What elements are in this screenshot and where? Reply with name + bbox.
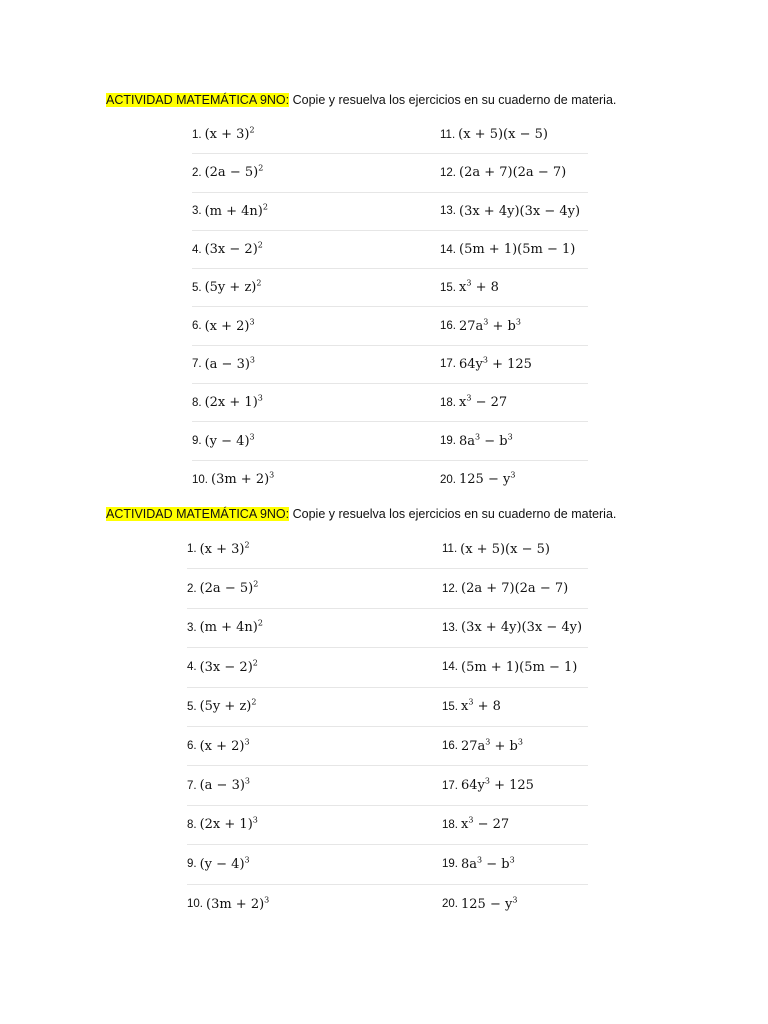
exercise-number: 4. — [192, 243, 202, 256]
expression-base: (2a − 5) — [204, 165, 259, 181]
exercise-grid — [192, 116, 588, 499]
exercise-number: 8. — [187, 818, 197, 831]
exercise-number: 9. — [192, 435, 202, 448]
expression-exponent: 2 — [251, 697, 257, 707]
exercise-item — [192, 231, 440, 269]
exercise-expression — [461, 897, 517, 912]
expression-base: (m + 4n) — [204, 203, 263, 219]
exercise-number: 6. — [187, 740, 197, 753]
exercise-number: 5. — [187, 700, 197, 713]
expression-base: x — [459, 280, 467, 296]
exercise-item — [442, 885, 588, 924]
expression-base: 8a — [461, 856, 478, 872]
exercise-expression — [200, 778, 250, 793]
exercise-expression — [200, 817, 258, 832]
exercise-item — [187, 806, 442, 845]
exercise-item — [442, 806, 588, 845]
expression-base: (5m + 1)(5m − 1) — [459, 242, 576, 258]
expression-base: 27a — [461, 738, 486, 754]
expression-exponent: 3 — [269, 470, 275, 480]
exercise-expression — [461, 817, 509, 832]
expression-exponent: 2 — [252, 658, 258, 668]
expression-base: x — [461, 699, 469, 715]
exercise-item — [440, 346, 588, 384]
exercise-expression — [205, 357, 255, 372]
expression-exponent: 3 — [252, 816, 258, 826]
exercise-number: 10. — [187, 898, 203, 911]
expression-base: (2a − 5) — [199, 581, 254, 597]
expression-exponent: 2 — [262, 202, 268, 212]
exercise-item — [187, 530, 442, 569]
exercise-expression — [200, 581, 259, 596]
expression-tail: + 8 — [473, 699, 501, 715]
exercise-number: 8. — [192, 396, 202, 409]
expression-exponent: 3 — [512, 895, 518, 905]
expression-base: (2a + 7)(2a − 7) — [459, 165, 567, 181]
exercise-number: 20. — [442, 898, 458, 911]
exercise-number: 13. — [442, 621, 458, 634]
exercise-number: 2. — [192, 166, 202, 179]
exercise-number: 18. — [442, 818, 458, 831]
exercise-number: 14. — [440, 243, 456, 256]
exercise-expression — [459, 395, 507, 410]
exercise-number: 6. — [192, 320, 202, 333]
expression-tail: + 8 — [471, 280, 499, 296]
expression-tail: − 27 — [471, 395, 508, 411]
expression-exponent: 3 — [249, 355, 256, 365]
expression-exponent: 2 — [244, 540, 250, 550]
expression-tail: + 125 — [487, 356, 532, 372]
exercise-item — [442, 609, 588, 648]
exercise-number: 16. — [440, 320, 456, 333]
expression-base: (x + 2) — [204, 318, 250, 334]
exercise-item — [192, 193, 440, 231]
expression-exponent: 3 — [509, 855, 515, 865]
expression-base: 8a — [459, 433, 476, 449]
exercise-item — [440, 231, 588, 269]
expression-base: (2x + 1) — [204, 395, 258, 411]
exercise-expression — [461, 739, 523, 754]
exercise-number: 9. — [187, 858, 197, 871]
expression-base: 64y — [461, 778, 485, 794]
exercise-number: 17. — [442, 779, 458, 792]
exercise-item — [187, 727, 442, 766]
expression-base: 64y — [459, 356, 483, 372]
expression-tail: − 27 — [473, 817, 510, 833]
exercise-number: 10. — [192, 473, 208, 486]
expression-exponent: 3 — [515, 317, 521, 327]
expression-exponent: 3 — [477, 855, 483, 865]
expression-exponent: 3 — [244, 855, 250, 865]
exercise-number: 15. — [440, 281, 456, 294]
exercise-expression — [461, 699, 501, 714]
expression-base: (x + 3) — [199, 541, 245, 557]
exercise-expression — [461, 620, 582, 635]
expression-tail: + 125 — [489, 778, 534, 794]
exercise-item — [192, 346, 440, 384]
exercise-number: 11. — [440, 128, 456, 141]
exercise-item — [440, 193, 588, 231]
exercise-item — [440, 116, 588, 154]
exercise-item — [192, 461, 440, 499]
activity-title-highlight: ACTIVIDAD MATEMÁTICA 9NO: — [106, 93, 290, 107]
exercise-item — [442, 845, 588, 884]
expression-base: x — [459, 395, 467, 411]
expression-tail: + b — [490, 738, 518, 754]
expression-exponent: 3 — [510, 470, 516, 480]
exercise-item — [187, 885, 442, 924]
expression-exponent: 3 — [244, 776, 251, 786]
exercise-number: 3. — [192, 205, 202, 218]
expression-exponent: 3 — [517, 737, 523, 747]
exercise-expression — [205, 434, 255, 449]
expression-base: (x + 2) — [199, 738, 245, 754]
exercise-item — [187, 648, 442, 687]
expression-exponent: 3 — [468, 697, 474, 707]
exercise-item — [192, 422, 440, 460]
exercise-expression — [205, 127, 255, 142]
exercise-item — [442, 727, 588, 766]
exercise-number: 1. — [187, 543, 197, 556]
expression-base: (3x + 4y)(3x − 4y) — [459, 203, 581, 219]
exercise-expression — [459, 165, 566, 180]
exercise-expression — [205, 204, 268, 219]
expression-base: (5y + z) — [199, 699, 252, 715]
expression-exponent: 3 — [483, 317, 489, 327]
exercise-number: 12. — [442, 582, 458, 595]
exercise-number: 19. — [440, 435, 456, 448]
expression-exponent: 2 — [256, 279, 262, 288]
expression-base: (3x + 4y)(3x − 4y) — [461, 620, 583, 636]
exercise-number: 12. — [440, 166, 456, 179]
exercise-number: 15. — [442, 700, 458, 713]
exercise-item — [187, 569, 442, 608]
exercise-item — [187, 688, 442, 727]
expression-exponent: 3 — [466, 279, 472, 288]
exercise-number: 4. — [187, 661, 197, 674]
exercise-expression — [211, 472, 274, 487]
exercise-expression — [205, 319, 255, 334]
exercise-number: 7. — [192, 358, 202, 371]
activity-instruction: Copie y resuelva los ejercicios en su cuaderno de materia. — [292, 507, 617, 521]
expression-exponent: 3 — [249, 317, 255, 327]
expression-base: (5y + z) — [204, 280, 257, 296]
activity-heading — [106, 92, 616, 108]
exercise-expression — [200, 660, 258, 675]
expression-exponent: 3 — [484, 776, 490, 786]
expression-base: (y − 4) — [199, 856, 245, 872]
exercise-expression — [459, 357, 532, 372]
exercise-expression — [461, 660, 577, 675]
exercise-expression — [459, 280, 499, 295]
exercise-number: 2. — [187, 582, 197, 595]
exercise-expression — [200, 857, 250, 872]
exercise-item — [440, 307, 588, 345]
exercise-expression — [200, 699, 257, 714]
exercise-expression — [459, 242, 575, 257]
exercise-number: 16. — [442, 740, 458, 753]
exercise-expression — [205, 242, 263, 257]
exercise-expression — [458, 127, 548, 142]
expression-exponent: 3 — [482, 355, 488, 365]
exercise-expression — [205, 280, 262, 295]
exercise-number: 17. — [440, 358, 456, 371]
expression-exponent: 2 — [257, 619, 263, 629]
expression-exponent: 3 — [466, 393, 472, 403]
exercise-expression — [200, 620, 263, 635]
exercise-item — [192, 269, 440, 307]
exercise-item — [442, 688, 588, 727]
exercise-expression — [459, 472, 515, 487]
exercise-item — [192, 154, 440, 192]
expression-base: (a − 3) — [204, 356, 250, 372]
exercise-number: 19. — [442, 858, 458, 871]
expression-base: (5m + 1)(5m − 1) — [461, 659, 578, 675]
expression-base: (3m + 2) — [206, 896, 265, 912]
activity-instruction: Copie y resuelva los ejercicios en su cuaderno de materia. — [292, 93, 617, 107]
exercise-number: 7. — [187, 779, 197, 792]
expression-exponent: 2 — [249, 125, 255, 135]
expression-exponent: 3 — [264, 895, 270, 905]
expression-base: (3x − 2) — [199, 659, 253, 675]
exercise-item — [442, 569, 588, 608]
exercise-number: 1. — [192, 128, 202, 141]
exercise-expression — [200, 739, 250, 754]
exercise-number: 14. — [442, 661, 458, 674]
activity-heading — [106, 506, 616, 522]
exercise-item — [440, 384, 588, 422]
exercise-expression — [205, 395, 263, 410]
expression-base: (3m + 2) — [211, 472, 270, 488]
expression-base: (x + 5)(x − 5) — [460, 541, 550, 557]
exercise-item — [192, 384, 440, 422]
activity-title-highlight: ACTIVIDAD MATEMÁTICA 9NO: — [106, 507, 290, 521]
expression-exponent: 3 — [249, 432, 255, 442]
exercise-number: 20. — [440, 473, 456, 486]
expression-exponent: 3 — [468, 816, 474, 826]
expression-base: (2x + 1) — [199, 817, 253, 833]
exercise-item — [440, 461, 588, 499]
exercise-item — [442, 648, 588, 687]
expression-exponent: 2 — [258, 164, 264, 174]
expression-exponent: 3 — [257, 393, 263, 403]
exercise-expression — [461, 857, 515, 872]
exercise-number: 13. — [440, 205, 456, 218]
expression-base: (x + 5)(x − 5) — [458, 127, 548, 143]
expression-base: (x + 3) — [204, 127, 250, 143]
exercise-grid — [187, 530, 588, 924]
expression-base: (m + 4n) — [199, 620, 258, 636]
exercise-item — [187, 766, 442, 805]
expression-base: (3x − 2) — [204, 242, 258, 258]
exercise-number: 18. — [440, 396, 456, 409]
expression-exponent: 3 — [507, 432, 513, 442]
expression-base: 125 − y — [459, 472, 511, 488]
exercise-item — [187, 845, 442, 884]
exercise-expression — [206, 897, 269, 912]
expression-exponent: 3 — [485, 737, 491, 747]
exercise-expression — [459, 319, 521, 334]
exercise-expression — [205, 165, 264, 180]
exercise-item — [440, 422, 588, 460]
exercise-expression — [461, 778, 534, 793]
expression-base: (2a + 7)(2a − 7) — [461, 581, 569, 597]
expression-base: 27a — [459, 318, 484, 334]
exercise-expression — [459, 204, 580, 219]
exercise-item — [192, 116, 440, 154]
expression-tail: + b — [488, 318, 516, 334]
exercise-item — [442, 766, 588, 805]
expression-base: x — [461, 817, 469, 833]
expression-exponent: 2 — [257, 240, 263, 250]
exercise-item — [440, 269, 588, 307]
exercise-number: 11. — [442, 543, 458, 556]
expression-exponent: 3 — [244, 737, 250, 747]
exercise-item — [440, 154, 588, 192]
expression-exponent: 2 — [253, 579, 259, 589]
expression-base: (a − 3) — [199, 778, 245, 794]
exercise-item — [192, 307, 440, 345]
expression-exponent: 3 — [475, 432, 481, 442]
exercise-number: 3. — [187, 621, 197, 634]
exercise-expression — [459, 434, 513, 449]
exercise-expression — [461, 581, 568, 596]
exercise-item — [442, 530, 588, 569]
exercise-number: 5. — [192, 281, 202, 294]
expression-tail: − b — [482, 856, 510, 872]
expression-base: (y − 4) — [204, 433, 250, 449]
exercise-expression — [200, 542, 250, 557]
exercise-item — [187, 609, 442, 648]
expression-tail: − b — [480, 433, 508, 449]
expression-base: 125 − y — [461, 896, 513, 912]
exercise-expression — [460, 542, 550, 557]
